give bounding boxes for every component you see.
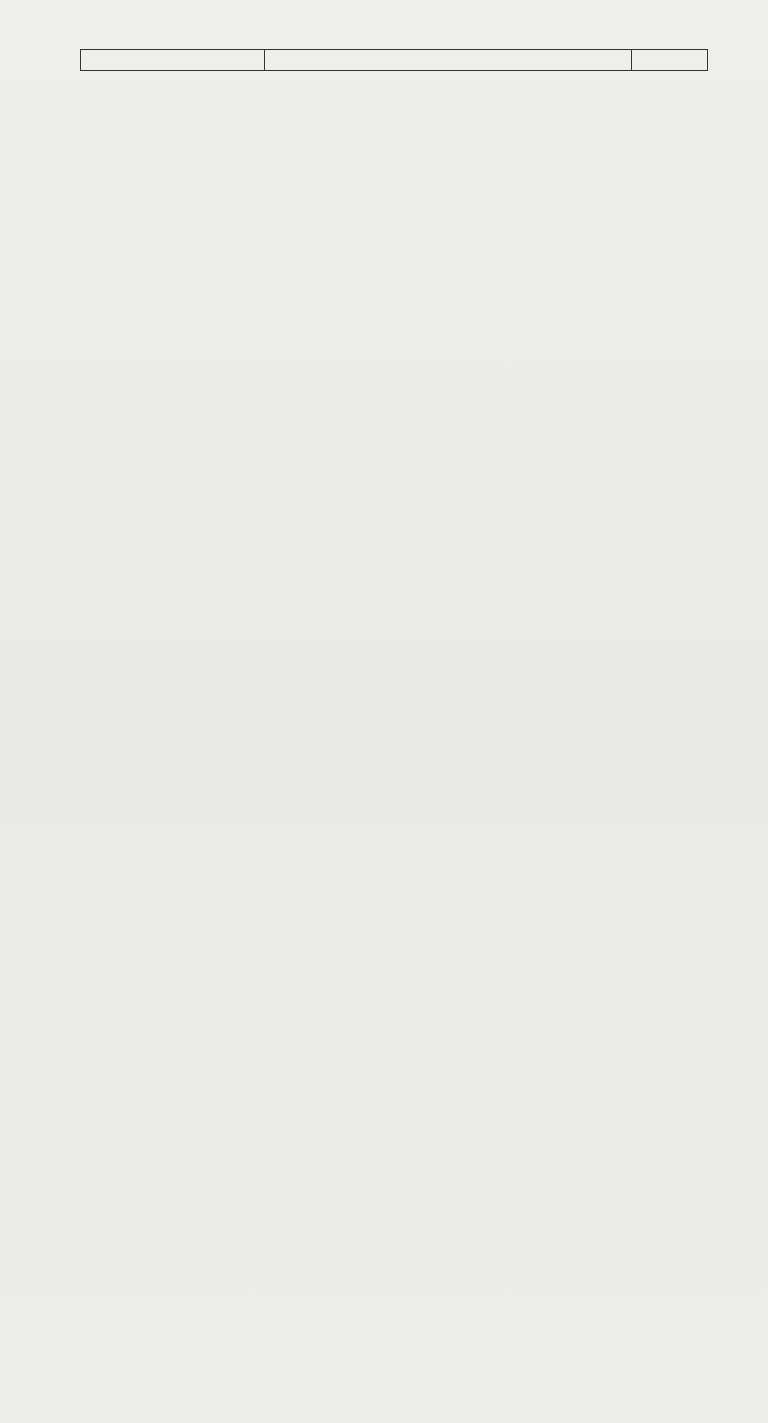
adr-table-header — [81, 50, 708, 71]
header-reaction — [264, 50, 631, 71]
leaflet-content — [54, 46, 726, 77]
header-system — [81, 50, 265, 71]
header-frequency — [631, 50, 707, 71]
adr-table — [80, 49, 708, 71]
